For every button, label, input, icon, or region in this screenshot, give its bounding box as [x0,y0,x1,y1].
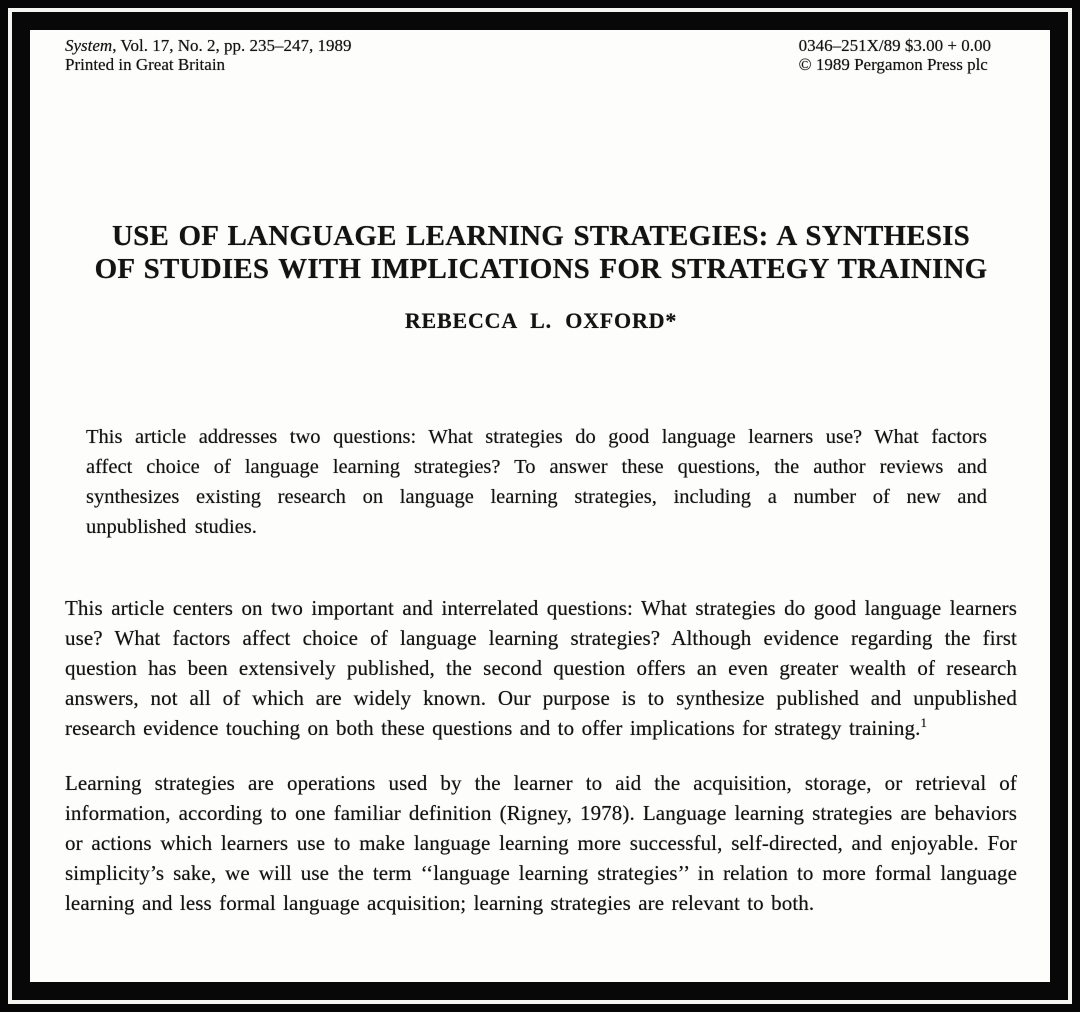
body-paragraph-1 [65,593,1017,743]
article-title-line1: USE OF LANGUAGE LEARNING STRATEGIES: A SYNTHESIS [112,220,970,252]
journal-citation-line [65,36,352,55]
article-page [30,30,1050,982]
copyright-line: © 1989 Pergamon Press plc [798,55,988,74]
journal-header [65,36,1017,74]
scan-border-inner [12,12,1068,1000]
author-name: REBECCA L. OXFORD* [404,308,678,333]
footnote-marker: 1 [920,715,928,730]
publisher-info [799,36,991,74]
body-paragraph-2: Learning strategies are operations used by the learner to aid the acquisition, storage, or retrieval of information, according to one familiar definition (Rigney, 1978). Language learning strategies are behaviors or actions which learners use to make language learning more successful, self-directed, and enjoyable. For simplicity’s sake, we will use the term ‘‘language learning strategies’’ in relation to more formal language learning and less formal language acquisition; learning strategies are relevant to both. [65,771,1017,915]
article-title-line2: OF STUDIES WITH IMPLICATIONS FOR STRATEGY TRAINING [94,253,988,285]
body-paragraph-1-text: This article centers on two important and interrelated questions: What strategies do good language learners use? What factors affect choice of language learning strategies? Although evidence regarding the first question has been extensively published, the second question offers an even greater wealth of research answers, not all of which are widely known. Our purpose is to synthesize published and unpublished research evidence touching on both these questions and to offer implications for strategy training. [65,596,1017,740]
article-title [65,220,1017,286]
scan-border-gap [8,8,1072,1004]
journal-issue-info: , Vol. 17, No. 2, pp. 235–247, 1989 [112,36,352,55]
journal-citation [65,36,352,74]
issn-price-line: 0346–251X/89 $3.00 + 0.00 [798,36,991,55]
journal-name: System [65,36,113,55]
printed-in-line: Printed in Great Britain [65,55,226,74]
abstract-paragraph: This article addresses two questions: What strategies do good language learners use? What factors affect choice of language learning strategies? To answer these questions, the author reviews and synthesizes existing research on language learning strategies, including a number of new and unpublished studies. [86,426,987,538]
